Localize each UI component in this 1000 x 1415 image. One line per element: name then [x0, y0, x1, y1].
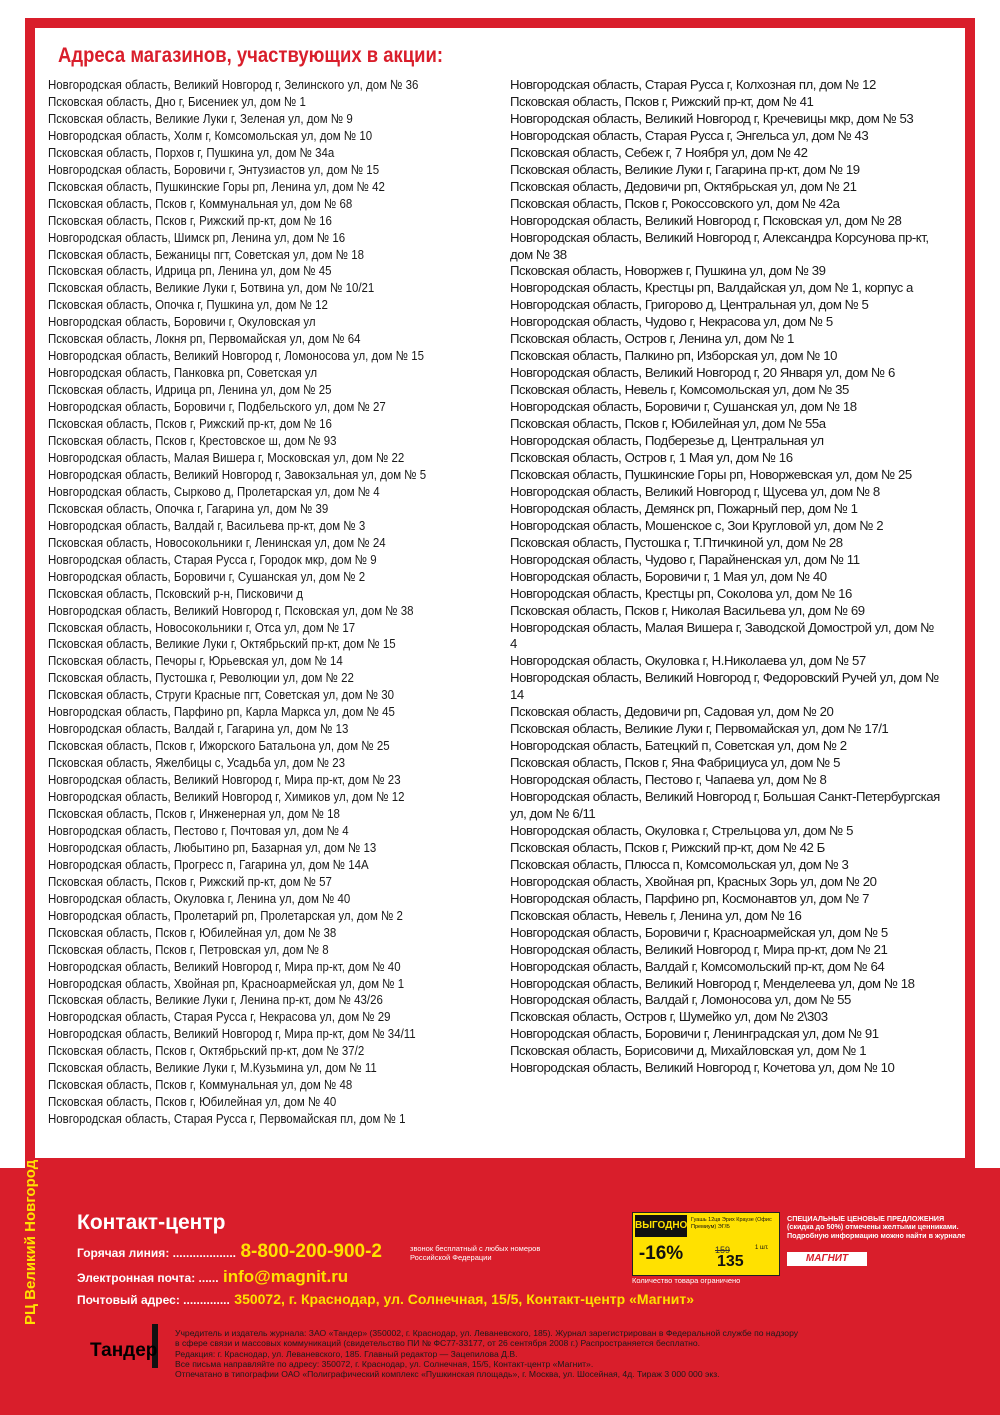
address-item: Псковская область, Великие Луки г, Зеленая ул, дом № 9 [48, 110, 353, 126]
address-item: Псковская область, Опочка г, Гагарина ул, дом № 39 [48, 500, 329, 516]
tag-discount: -16% [635, 1239, 687, 1269]
email-label: Электронная почта: ...... [77, 1271, 219, 1285]
address-item: Новгородская область, Боровичи г, Энтузиастов ул, дом № 15 [48, 161, 380, 177]
address-item: Новгородская область, Парфино рп, Космонавтов ул, дом № 7 [510, 890, 870, 906]
tag-note: Количество товара ограничено [632, 1276, 741, 1285]
address-item: Новгородская область, Подберезье д, Центральная ул [510, 433, 824, 449]
address-item: Новгородская область, Боровичи г, Ленинградская ул, дом № 91 [510, 1026, 879, 1042]
address-item: Новгородская область, Сырково д, Пролетарская ул, дом № 4 [48, 483, 380, 499]
address-item: Псковская область, Порхов г, Пушкина ул, дом № 34а [48, 144, 335, 160]
address-item: Псковская область, Бежаницы пгт, Советская ул, дом № 18 [48, 246, 364, 262]
address-item: Новгородская область, Пролетарий рп, Пролетарская ул, дом № 2 [48, 907, 403, 923]
address-item: Новгородская область, Великий Новгород г, Щусева ул, дом № 8 [510, 483, 880, 499]
address-item: Новгородская область, Панковка рп, Советская ул [48, 365, 318, 381]
address-item: Новгородская область, Великий Новгород г, Мира пр-кт, дом № 40 [48, 958, 401, 974]
postal-row [77, 1291, 694, 1309]
address-item: Новгородская область, Великий Новгород г, 20 Января ул, дом № 6 [510, 365, 895, 381]
address-item: Новгородская область, Великий Новгород г, Химиков ул, дом № 12 [48, 789, 405, 805]
address-item: Новгородская область, Чудово г, Парайненская ул, дом № 11 [510, 551, 860, 567]
address-item: Псковская область, Псков г, Рижский пр-кт, дом № 41 [510, 93, 814, 109]
address-item: Новгородская область, Шимск рп, Ленина ул, дом № 16 [48, 229, 346, 245]
address-item: Псковская область, Псков г, Рижский пр-кт, дом № 57 [48, 873, 332, 889]
address-item: Псковская область, Псков г, Инженерная ул, дом № 18 [48, 805, 340, 821]
address-item: Новгородская область, Крестцы рп, Соколова ул, дом № 16 [510, 585, 852, 601]
address-item: Псковская область, Псков г, Юбилейная ул, дом № 40 [48, 1094, 337, 1110]
tag-quantity: 1 шт. [755, 1245, 769, 1251]
address-item: Псковская область, Псков г, Рижский пр-кт, дом № 42 Б [510, 839, 825, 855]
address-list-right [510, 77, 940, 1077]
address-item: Новгородская область, Боровичи г, Сушанская ул, дом № 2 [48, 568, 366, 584]
address-item: Новгородская область, Великий Новгород г, Псковская ул, дом № 28 [510, 212, 902, 228]
publisher-line: в сфере связи и массовых коммуникаций (свидетельство ПИ № ФС77-33177, от 26 сентября 2008 г.) Распространяется бесплатно. [175, 1338, 701, 1349]
address-item: Новгородская область, Валдай г, Комсомольский пр-кт, дом № 64 [510, 958, 885, 974]
address-item: Новгородская область, Великий Новгород г, Зелинского ул, дом № 36 [48, 77, 419, 92]
address-item: Псковская область, Себеж г, 7 Ноября ул, дом № 42 [510, 144, 808, 160]
address-item: Псковская область, Локня рп, Первомайская ул, дом № 64 [48, 331, 361, 347]
address-item: Новгородская область, Великий Новгород г, Псковская ул, дом № 38 [48, 602, 414, 618]
publisher-line: Все письма направляйте по адресу: 350072, г. Краснодар, ул. Солнечная, 15/5, Контакт-центр «Магнит». [175, 1358, 594, 1369]
address-item: Новгородская область, Малая Вишера г, Заводской Домострой ул, дом № 4 [510, 619, 934, 652]
address-item: Новгородская область, Валдай г, Ломоносова ул, дом № 55 [510, 992, 851, 1008]
email-row [77, 1267, 348, 1287]
address-item: Новгородская область, Старая Русса г, Энгельса ул, дом № 43 [510, 127, 869, 143]
address-item: Новгородская область, Григорово д, Центральная ул, дом № 5 [510, 297, 869, 313]
address-item: Новгородская область, Малая Вишера г, Московская ул, дом № 22 [48, 449, 405, 465]
postal-label: Почтовый адрес: .............. [77, 1293, 230, 1307]
page-title: Адреса магазинов, участвующих в акции: [58, 44, 444, 67]
address-item: Псковская область, Палкино рп, Изборская ул, дом № 10 [510, 348, 837, 364]
address-item: Псковская область, Печоры г, Юрьевская ул, дом № 14 [48, 653, 343, 669]
publisher-info [175, 1328, 975, 1379]
address-item: Новгородская область, Мошенское с, Зои Кругловой ул, дом № 2 [510, 517, 884, 533]
address-item: Новгородская область, Великий Новгород г, Мира пр-кт, дом № 34/11 [48, 1026, 416, 1042]
address-item: Новгородская область, Окуловка г, Стрельцова ул, дом № 5 [510, 822, 853, 838]
address-item: Новгородская область, Пестово г, Почтовая ул, дом № 4 [48, 822, 349, 838]
side-label: РЦ Великий Новгород [22, 1159, 39, 1325]
address-item: Псковская область, Псков г, Октябрьский пр-кт, дом № 37/2 [48, 1043, 365, 1059]
address-item: Псковская область, Идрица рп, Ленина ул, дом № 25 [48, 382, 332, 398]
address-item: Псковская область, Великие Луки г, М.Кузьмина ул, дом № 11 [48, 1060, 377, 1076]
contact-center-title: Контакт-центр [77, 1211, 226, 1234]
address-item: Псковская область, Псков г, Ижорского Батальона ул, дом № 25 [48, 738, 390, 754]
tander-logo-text: Тандер [90, 1340, 158, 1361]
address-item: Новгородская область, Крестцы рп, Валдайская ул, дом № 1, корпус а [510, 280, 913, 296]
address-item: Новгородская область, Окуловка г, Н.Николаева ул, дом № 57 [510, 653, 866, 669]
address-item: Новгородская область, Боровичи г, Красноармейская ул, дом № 5 [510, 924, 888, 940]
address-item: Новгородская область, Любытино рп, Базарная ул, дом № 13 [48, 839, 377, 855]
address-item: Новгородская область, Окуловка г, Ленина ул, дом № 40 [48, 890, 351, 906]
address-item: Новгородская область, Боровичи г, Подбельского ул, дом № 27 [48, 399, 386, 415]
address-item: Новгородская область, Боровичи г, Окуловская ул [48, 314, 316, 330]
address-item: Новгородская область, Демянск рп, Пожарный пер, дом № 1 [510, 500, 858, 516]
address-item: Псковская область, Струги Красные пгт, Советская ул, дом № 30 [48, 687, 395, 703]
tag-profit-label: ВЫГОДНО [635, 1215, 687, 1237]
address-item: Псковская область, Новосокольники г, Ленинская ул, дом № 24 [48, 534, 386, 550]
address-item: Новгородская область, Парфино рп, Карла Маркса ул, дом № 45 [48, 704, 395, 720]
address-item: Псковская область, Псков г, Рижский пр-кт, дом № 16 [48, 212, 332, 228]
address-item: Новгородская область, Прогресс п, Гагарина ул, дом № 14А [48, 856, 369, 872]
address-item: Новгородская область, Хвойная рп, Красноармейская ул, дом № 1 [48, 975, 405, 991]
address-item: Псковская область, Невель г, Ленина ул, дом № 16 [510, 907, 802, 923]
address-item: Псковская область, Пустошка г, Революции ул, дом № 22 [48, 670, 354, 686]
address-item: Новгородская область, Великий Новгород г, Кочетова ул, дом № 10 [510, 1060, 895, 1076]
address-item: Псковская область, Пушкинские Горы рп, Новоржевская ул, дом № 25 [510, 466, 912, 482]
address-item: Новгородская область, Пестово г, Чапаева ул, дом № 8 [510, 772, 827, 788]
address-item: Новгородская область, Старая Русса г, Некрасова ул, дом № 29 [48, 1009, 391, 1025]
address-item: Новгородская область, Валдай г, Васильева пр-кт, дом № 3 [48, 517, 366, 533]
address-item: Новгородская область, Хвойная рп, Красных Зорь ул, дом № 20 [510, 873, 877, 889]
hotline-label: Горячая линия: ................... [77, 1246, 236, 1260]
address-item: Псковская область, Псковский р-н, Писковичи д [48, 585, 303, 601]
address-item: Псковская область, Борисовичи д, Михайловская ул, дом № 1 [510, 1043, 867, 1059]
postal-address: 350072, г. Краснодар, ул. Солнечная, 15/5, Контакт-центр «Магнит» [234, 1291, 695, 1307]
address-item: Псковская область, Дедовичи рп, Октябрьская ул, дом № 21 [510, 178, 857, 194]
address-item: Новгородская область, Великий Новгород г, Александра Корсунова пр-кт, дом № 38 [510, 229, 929, 262]
address-item: Псковская область, Пушкинские Горы рп, Ленина ул, дом № 42 [48, 178, 385, 194]
tag-product-name: Гуашь 12цв Эрих Краузе (Офис Премиум) ЭГ/Б [691, 1217, 772, 1230]
address-item: Псковская область, Опочка г, Пушкина ул, дом № 12 [48, 297, 328, 313]
magnit-logo: МАГНИТ [787, 1252, 867, 1266]
address-item: Псковская область, Новоржев г, Пушкина ул, дом № 39 [510, 263, 826, 279]
email-link[interactable]: info@magnit.ru [223, 1267, 349, 1286]
address-item: Псковская область, Остров г, Ленина ул, дом № 1 [510, 331, 794, 347]
address-item: Псковская область, Великие Луки г, Ботвина ул, дом № 10/21 [48, 280, 375, 296]
address-item: Псковская область, Псков г, Петровская ул, дом № 8 [48, 941, 329, 957]
price-tag-sample [632, 1212, 780, 1276]
address-item: Псковская область, Пустошка г, Т.Птичкиной ул, дом № 28 [510, 534, 843, 550]
address-item: Псковская область, Великие Луки г, Гагарина пр-кт, дом № 19 [510, 161, 860, 177]
address-item: Псковская область, Дно г, Бисениек ул, дом № 1 [48, 93, 306, 109]
hotline-note: звонок бесплатный с любых номеров Российской Федерации [410, 1244, 541, 1262]
address-item: Новгородская область, Великий Новгород г, Федоровский Ручей ул, дом № 14 [510, 670, 939, 703]
special-offer-text: СПЕЦИАЛЬНЫЕ ЦЕНОВЫЕ ПРЕДЛОЖЕНИЯ (скидка до 50%) отмечены желтыми ценниками. Подробную информацию можно найти в журнале [787, 1214, 966, 1240]
address-item: Псковская область, Великие Луки г, Ленина пр-кт, дом № 43/26 [48, 992, 383, 1008]
address-item: Псковская область, Псков г, Коммунальная ул, дом № 68 [48, 195, 353, 211]
address-item: Псковская область, Невель г, Комсомольская ул, дом № 35 [510, 382, 849, 398]
address-item: Новгородская область, Старая Русса г, Колхозная пл, дом № 12 [510, 77, 876, 92]
address-item: Псковская область, Псков г, Юбилейная ул, дом № 38 [48, 924, 337, 940]
address-item: Псковская область, Идрица рп, Ленина ул, дом № 45 [48, 263, 332, 279]
hotline-phone[interactable]: 8-800-200-900-2 [240, 1241, 382, 1262]
address-item: Новгородская область, Холм г, Комсомольская ул, дом № 10 [48, 127, 373, 143]
address-item: Новгородская область, Великий Новгород г, Кречевицы мкр, дом № 53 [510, 110, 914, 126]
address-item: Новгородская область, Боровичи г, 1 Мая ул, дом № 40 [510, 568, 827, 584]
address-item: Псковская область, Псков г, Юбилейная ул, дом № 55а [510, 416, 826, 432]
publisher-line: Редакция: г. Краснодар, ул. Леваневского, 185. Главный редактор — Зацепилова Д.В. [175, 1348, 518, 1359]
address-item: Псковская область, Псков г, Крестовское ш, дом № 93 [48, 433, 337, 449]
address-item: Псковская область, Плюсса п, Комсомольская ул, дом № 3 [510, 856, 849, 872]
address-item: Новгородская область, Великий Новгород г, Ломоносова ул, дом № 15 [48, 348, 424, 364]
address-item: Новгородская область, Великий Новгород г, Мира пр-кт, дом № 21 [510, 941, 888, 957]
address-item: Новгородская область, Боровичи г, Сушанская ул, дом № 18 [510, 399, 857, 415]
address-item: Псковская область, Псков г, Коммунальная ул, дом № 48 [48, 1077, 353, 1093]
address-item: Псковская область, Псков г, Рижский пр-кт, дом № 16 [48, 416, 332, 432]
address-item: Псковская область, Яжелбицы с, Усадьба ул, дом № 23 [48, 755, 346, 771]
address-list-left [48, 77, 498, 1128]
address-item: Новгородская область, Великий Новгород г, Менделеева ул, дом № 18 [510, 975, 915, 991]
address-item: Псковская область, Псков г, Николая Васильева ул, дом № 69 [510, 602, 865, 618]
address-item: Новгородская область, Великий Новгород г, Завокзальная ул, дом № 5 [48, 466, 427, 482]
address-item: Новгородская область, Чудово г, Некрасова ул, дом № 5 [510, 314, 833, 330]
address-item: Новгородская область, Великий Новгород г, Большая Санкт-Петербургская ул, дом № 6/11 [510, 789, 940, 821]
address-item: Псковская область, Дедовичи рп, Садовая ул, дом № 20 [510, 704, 834, 720]
address-item: Псковская область, Остров г, Шумейко ул, дом № 2\303 [510, 1009, 828, 1025]
address-item: Псковская область, Псков г, Яна Фабрициуса ул, дом № 5 [510, 755, 840, 771]
address-item: Новгородская область, Батецкий п, Советская ул, дом № 2 [510, 738, 847, 754]
address-item: Псковская область, Великие Луки г, Первомайская ул, дом № 17/1 [510, 721, 889, 737]
tag-new-price: 135 [717, 1253, 744, 1270]
publisher-line: Отпечатано в типографии ОАО «Полиграфический комплекс «Пушкинская площадь», г. Москва, ул. Шосейная, 4д. Тираж 3 000 000 экз. [175, 1369, 720, 1380]
address-item: Псковская область, Остров г, 1 Мая ул, дом № 16 [510, 449, 793, 465]
address-item: Новгородская область, Валдай г, Гагарина ул, дом № 13 [48, 721, 349, 737]
address-item: Псковская область, Псков г, Рокоссовского ул, дом № 42а [510, 195, 840, 211]
address-item: Новгородская область, Старая Русса г, Первомайская пл, дом № 1 [48, 1111, 406, 1127]
hotline-row [77, 1241, 382, 1263]
publisher-line: Учредитель и издатель журнала: ЗАО «Тандер» (350002, г. Краснодар, ул. Леваневского, 185). Журнал зарегистрирован в Федеральной службе по надзору [175, 1328, 799, 1338]
tag-old-price: 159 [715, 1245, 731, 1255]
address-item: Псковская область, Новосокольники г, Отса ул, дом № 17 [48, 619, 356, 635]
address-item: Новгородская область, Великий Новгород г, Мира пр-кт, дом № 23 [48, 772, 401, 788]
address-item: Новгородская область, Старая Русса г, Городок мкр, дом № 9 [48, 551, 377, 567]
address-item: Псковская область, Великие Луки г, Октябрьский пр-кт, дом № 15 [48, 636, 396, 652]
